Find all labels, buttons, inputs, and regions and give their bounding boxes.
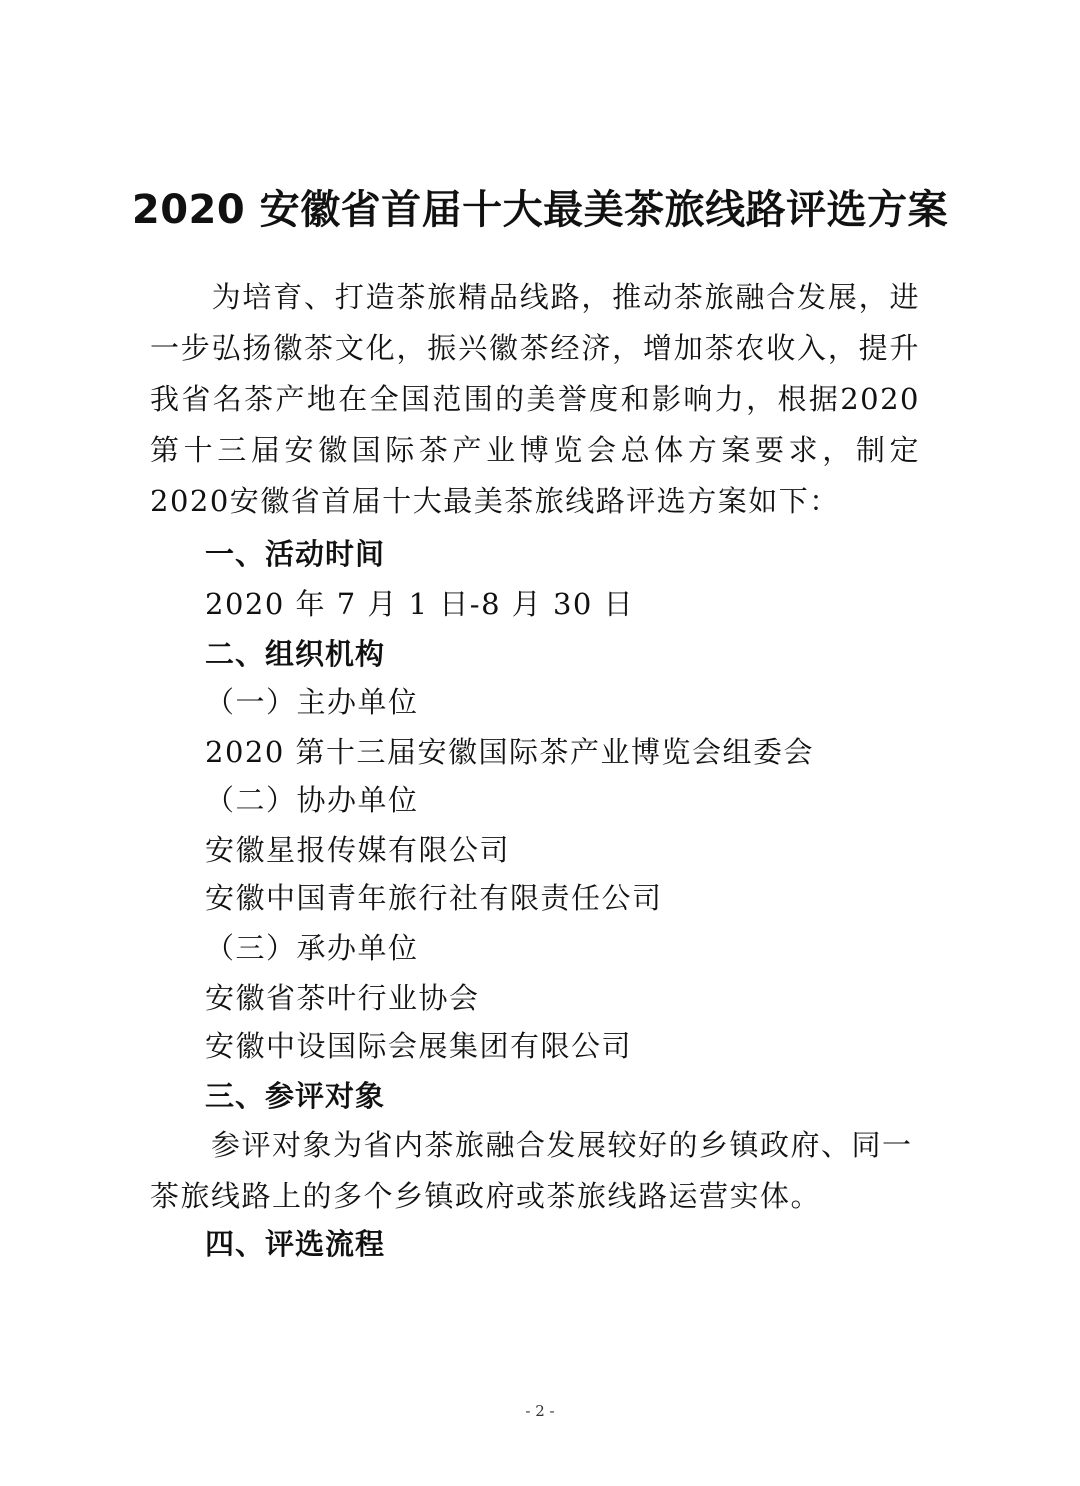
section-3-heading: 三、参评对象 bbox=[205, 1079, 386, 1113]
activity-time: 2020 年 7 月 1 日-8 月 30 日 bbox=[205, 587, 635, 621]
section-4-heading: 四、评选流程 bbox=[205, 1227, 386, 1261]
organizer-item-2: 安徽中设国际会展集团有限公司 bbox=[205, 1029, 633, 1063]
intro-paragraph: 为培育、打造茶旅精品线路，推动茶旅融合发展，进一步弘扬徽茶文化，振兴徽茶经济，增加茶农收入，提升我省名茶产地在全国范围的美誉度和影响力，根据2020第十三届安徽国际茶产业博览会总体方案要求，制定2020安徽省首届十大最美茶旅线路评选方案如下： bbox=[150, 280, 920, 518]
document-title: 2020 安徽省首届十大最美茶旅线路评选方案 bbox=[131, 187, 949, 233]
cohost-label: （二）协办单位 bbox=[205, 783, 419, 817]
organizer-item-1: 安徽省茶叶行业协会 bbox=[205, 981, 480, 1015]
cohost-item-1: 安徽星报传媒有限公司 bbox=[205, 833, 511, 867]
host-label: （一）主办单位 bbox=[205, 685, 419, 719]
cohost-item-2: 安徽中国青年旅行社有限责任公司 bbox=[205, 881, 663, 915]
page-number: - 2 - bbox=[525, 1402, 555, 1420]
organizer-label: （三）承办单位 bbox=[205, 931, 419, 965]
section-3-paragraph: 参评对象为省内茶旅融合发展较好的乡镇政府、同一茶旅线路上的多个乡镇政府或茶旅线路运营实体。 bbox=[150, 1128, 913, 1213]
section-2-heading: 二、组织机构 bbox=[205, 637, 386, 671]
section-1-heading: 一、活动时间 bbox=[205, 537, 386, 571]
host-item: 2020 第十三届安徽国际茶产业博览会组委会 bbox=[205, 735, 815, 769]
